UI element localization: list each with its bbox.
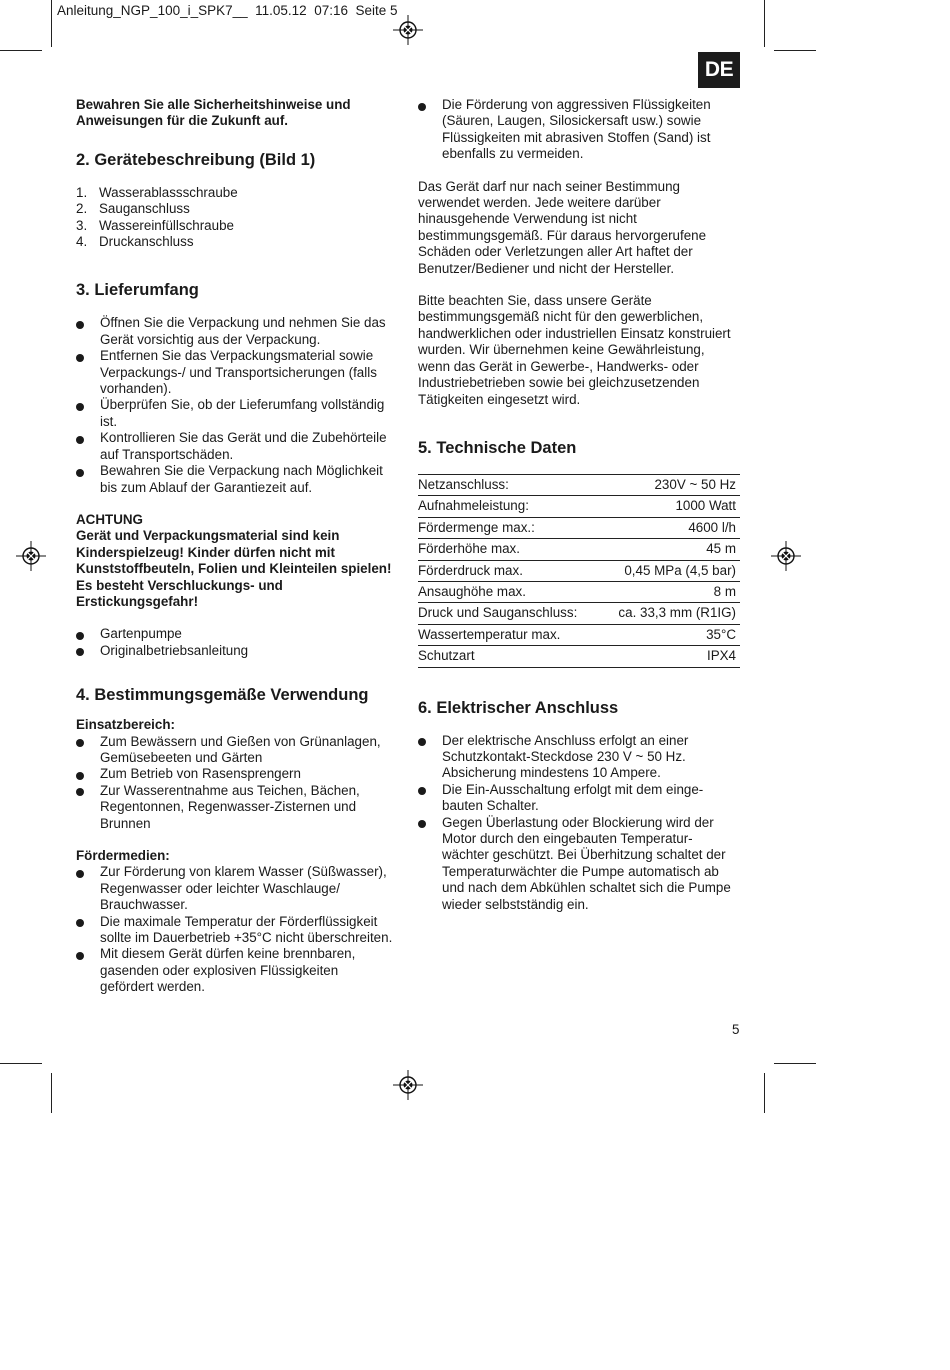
table-row: Förderhöhe max. 45 m	[418, 539, 740, 560]
list-item: 1. Wasserablassschraube	[76, 184, 238, 200]
crop-mark	[764, 0, 765, 47]
section-2-title: 2. Gerätebeschreibung (Bild 1)	[76, 150, 316, 169]
media-list-continued	[418, 97, 740, 163]
section-3-title: 3. Lieferumfang	[76, 281, 199, 300]
list-item: Gartenpumpe	[76, 626, 406, 642]
subheading-use: Einsatzbereich:	[76, 717, 175, 733]
list-item: Die Ein-Ausschaltung erfolgt mit dem einge- bauten Schalter.	[418, 782, 740, 815]
list-item: Die Förderung von aggressiven Flüssigkeiten (Säuren, Laugen, Silosickersaft usw.) sowie Flüssigkeiten mit abrasiven Stoffen (Sand) ist ebenfalls zu vermeiden.	[418, 97, 740, 163]
list-item: Kontrollieren Sie das Gerät und die Zubehörteile auf Transportschäden.	[76, 430, 406, 463]
crop-mark	[0, 1063, 42, 1064]
table-row: Schutzart IPX4	[418, 646, 740, 667]
package-contents-list	[76, 626, 406, 659]
table-row: Ansaughöhe max. 8 m	[418, 581, 740, 602]
list-item: 2. Sauganschluss	[76, 201, 190, 217]
table-row: Förderdruck max. 0,45 MPa (4,5 bar)	[418, 560, 740, 581]
list-item: Originalbetriebsanleitung	[76, 643, 406, 659]
list-item: Überprüfen Sie, ob der Lieferumfang vollständig ist.	[76, 397, 406, 430]
commercial-use-paragraph: Bitte beachten Sie, dass unsere Geräte bestimmungsgemäß nicht für den gewerblichen, handwerklichen oder industriellen Einsatz konstruiert wurden. Wir übernehmen keine Gewährleistung, wenn das Gerät in Gewerbe-, Handwerks- oder Industriebetrieben sowie bei gleichzusetzenden Tätigkeiten eingesetzt wird.	[418, 293, 731, 407]
list-item: Entfernen Sie das Verpackungsmaterial sowie Verpackungs-/ und Transportsicherungen (falls vorhanden).	[76, 348, 406, 397]
section-4-title: 4. Bestimmungsgemäße Verwendung	[76, 686, 369, 705]
section-6-title: 6. Elektrischer Anschluss	[418, 698, 619, 717]
technical-data-table	[418, 474, 740, 668]
table-row: Fördermenge max.: 4600 l/h	[418, 517, 740, 538]
table-row: Wassertemperatur max. 35°C	[418, 624, 740, 645]
crop-mark	[51, 0, 52, 47]
list-item: Zum Bewässern und Gießen von Grünanlagen, Gemüsebeeten und Gärten	[76, 734, 406, 767]
list-item: Zur Wasserentnahme aus Teichen, Bächen, Regentonnen, Regenwasser-Zisternen und Brunnen	[76, 783, 406, 832]
left-column	[76, 97, 406, 996]
list-item: Der elektrische Anschluss erfolgt an einer Schutzkontakt-Steckdose 230 V ~ 50 Hz. Absicherung mindestens 10 Ampere.	[418, 733, 740, 782]
intended-use-paragraph: Das Gerät darf nur nach seiner Bestimmung verwendet werden. Jede weitere darüber hinausgehende Verwendung ist nicht bestimmungsgemäß. Für daraus hervorgerufene Schäden oder Verletzungen aller Art haftet der Benutzer/Bediener und nicht der Hersteller.	[418, 178, 707, 276]
list-item: 3. Wassereinfüllschraube	[76, 217, 234, 233]
table-row: Aufnahmeleistung: 1000 Watt	[418, 496, 740, 517]
list-item: Bewahren Sie die Verpackung nach Möglichkeit bis zum Ablauf der Garantiezeit auf.	[76, 463, 406, 496]
list-item: Zum Betrieb von Rasensprengern	[76, 766, 406, 782]
registration-mark-icon	[393, 1070, 423, 1100]
registration-mark-icon	[16, 541, 46, 571]
media-list	[76, 864, 406, 995]
intro-note: Bewahren Sie alle Sicherheitshinweise und Anweisungen für die Zukunft auf.	[76, 97, 351, 129]
language-badge: DE	[698, 52, 740, 88]
list-item: Zur Förderung von klarem Wasser (Süßwasser), Regenwasser oder leichter Waschlauge/ Brauchwasser.	[76, 864, 406, 913]
device-parts-list	[76, 185, 406, 251]
delivery-steps-list	[76, 315, 406, 495]
electrical-list	[418, 733, 740, 913]
page-number: 5	[732, 1022, 740, 1037]
registration-mark-icon	[393, 15, 423, 45]
crop-mark	[774, 1063, 816, 1064]
crop-mark	[0, 50, 42, 51]
right-column	[418, 97, 740, 913]
use-list	[76, 734, 406, 832]
list-item: Gegen Überlastung oder Blockierung wird der Motor durch den eingebauten Temperatur- wächter geschützt. Bei Überhitzung schaltet der Temperaturwächter die Pumpe automatisch ab und nach dem Abkühlen schaltet sich die Pumpe wieder selbstständig ein.	[418, 815, 740, 913]
print-slug: Anleitung_NGP_100_i_SPK7__ 11.05.12 07:16 Seite 5	[57, 3, 398, 18]
crop-mark	[774, 50, 816, 51]
list-item: 4. Druckanschluss	[76, 234, 194, 250]
crop-mark	[764, 1073, 765, 1113]
section-5-title: 5. Technische Daten	[418, 438, 577, 457]
list-item: Mit diesem Gerät dürfen keine brennbaren, gasenden oder explosiven Flüssigkeiten gefördert werden.	[76, 946, 406, 995]
subheading-media: Fördermedien:	[76, 848, 170, 863]
table-row: Netzanschluss: 230V ~ 50 Hz	[418, 474, 740, 495]
registration-mark-icon	[771, 541, 801, 571]
list-item: Öffnen Sie die Verpackung und nehmen Sie das Gerät vorsichtig aus der Verpackung.	[76, 315, 406, 348]
warning-block: ACHTUNG Gerät und Verpackungsmaterial sind kein Kinderspielzeug! Kinder dürfen nicht mit Kunststoffbeuteln, Folien und Kleinteilen spielen! Es besteht Verschluckungs- und Erstickungsgefahr!	[76, 511, 392, 609]
list-item: Die maximale Temperatur der Förderflüssigkeit sollte im Dauerbetrieb +35°C nicht überschreiten.	[76, 914, 406, 947]
table-row: Druck und Sauganschluss: ca. 33,3 mm (R1IG)	[418, 603, 740, 624]
crop-mark	[51, 1073, 52, 1113]
